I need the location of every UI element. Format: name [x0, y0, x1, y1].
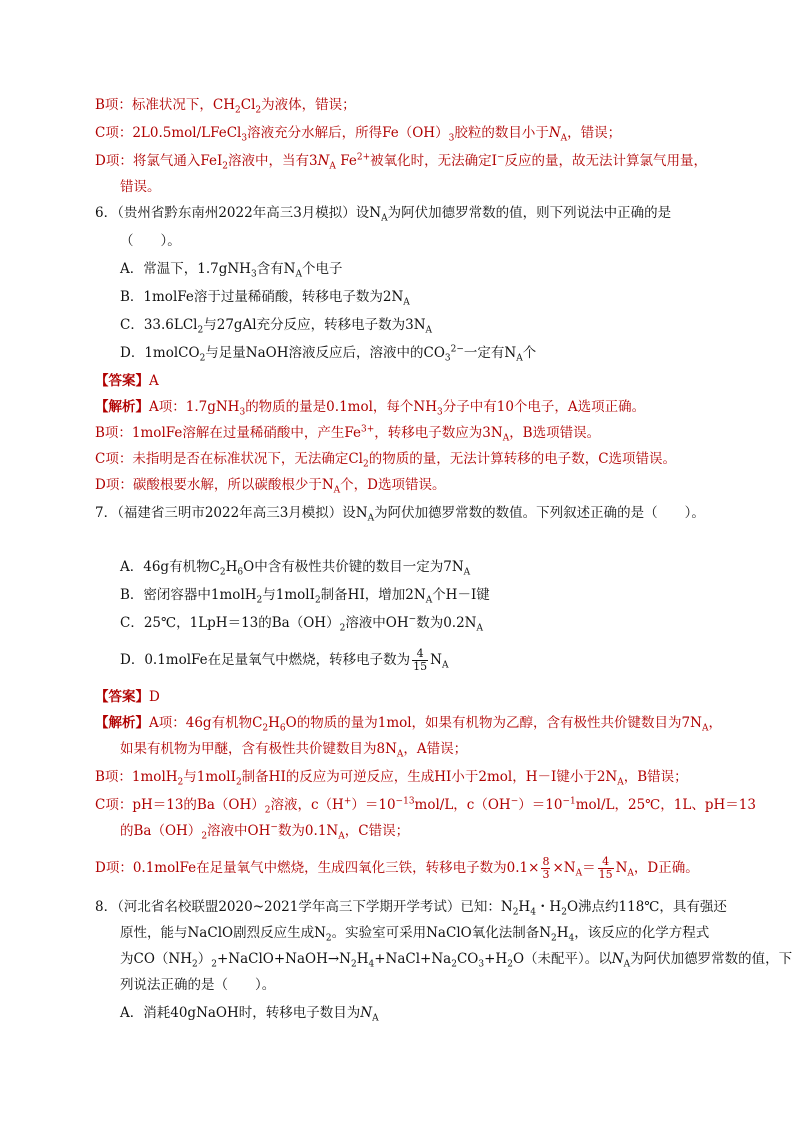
q7-option-b[interactable]: B．密闭容器中1molH$_2$与1molI$_2$制备HI，增加$2N_A$个H－I键: [120, 587, 490, 606]
q7-option-a[interactable]: A．46g有机物$C_2H_6O$中含有极性共价键的数目一定为$7N_A$: [120, 559, 471, 578]
q8-option-a[interactable]: A．消耗40gNaOH时，转移电子数目为$N_A$: [120, 1005, 379, 1024]
q6-stem-paren: （ ）。: [120, 233, 181, 249]
q7-stem: 7．（福建省三明市2022年高三3月模拟）设$N_A$为阿伏加德罗常数的数值。下列叙述正确的是（ ）。: [95, 505, 705, 524]
q7-analysis-b: B项：1molH$_2$与1molI$_2$制备HI的反应为可逆反应，生成HI小于2mol，H－I键小于$2N_A$，B错误；: [95, 769, 688, 788]
q7-analysis-d: D项：0.1molFe在足量氧气中燃烧，生成四氧化三铁，转移电子数为0.1× $\frac{8}{3}$ $\times N_A=$ $\frac{4}{15}$ $N_A$，D正确。: [95, 855, 699, 881]
q5-option-d-analysis: D项：将氯气通入FeI$_2$溶液中，当有$3N_A$ $Fe^{2+}$被氧化时，无法确定I−反应的量，故无法计算氯气用量，: [95, 152, 708, 172]
fraction: $\frac{4}{15}$: [413, 647, 428, 673]
q8-stem-line1: 8．（河北省名校联盟2020~2021学年高三下学期开学考试）已知：$N_2H_4$・$H_2O$沸点约118℃，具有强还: [95, 899, 727, 918]
q7-analysis-a-cont: 如果有机物为甲醚，含有极性共价键数目为$8N_A$，A错误；: [120, 741, 468, 760]
q7-analysis-a: 【解析】A项：46g有机物$C_2H_6O$的物质的量为1mol，如果有机物为乙醇，含有极性共价键数目为$7N_A$，: [95, 715, 722, 734]
q8-stem-line3: 为$CO(NH_2)_2+NaClO+NaOH\to N_2H_4+NaCl+Na_2CO_3+H_2O$（未配平）。以$N_A$为阿伏加德罗常数的值，下: [120, 951, 793, 970]
q5-option-b-analysis: B项：标准状况下，$CH_2Cl_2$为液体，错误；: [95, 97, 356, 116]
q6-analysis-b: B项：1molFe溶解在过量稀硝酸中，产生$Fe^{3+}$，转移电子数应为$3N_A$，B选项错误。: [95, 424, 601, 444]
q8-stem-line2: 原性，能与NaClO剧烈反应生成$N_2$。实验室可采用NaClO氧化法制备$N_2H_4$，该反应的化学方程式: [120, 925, 710, 944]
q6-analysis-d: D项：碳酸根要水解，所以碳酸根少于$N_A$个，D选项错误。: [95, 477, 446, 496]
q5-option-c-analysis: C项：2L0.5mol/LFeCl$_3$溶液充分水解后，所得$Fe(OH)_3$胶粒的数目小于$N_A$，错误；: [95, 125, 622, 144]
q8-stem-line4: 列说法正确的是（ ）。: [120, 977, 276, 993]
q6-analysis-a: 【解析】A项：1.7gNH$_3$的物质的量是0.1mol，每个$NH_3$分子中有10个电子，A选项正确。: [95, 399, 646, 418]
q7-analysis-c-cont: 的$Ba(OH)_2$溶液中OH−数为$0.1N_A$，C错误；: [120, 822, 410, 842]
q6-answer: 【答案】A: [95, 373, 159, 389]
fraction: $\frac{8}{3}$: [542, 855, 550, 881]
fraction: $\frac{4}{15}$: [598, 855, 613, 881]
q7-answer: 【答案】D: [95, 689, 160, 705]
q7-option-d[interactable]: D．0.1molFe在足量氧气中燃烧，转移电子数为 $\frac{4}{15}$ $N_A$: [120, 647, 449, 673]
q6-option-b[interactable]: B．1molFe溶于过量稀硝酸，转移电子数为$2N_A$: [120, 289, 410, 308]
q6-option-c[interactable]: C．33.6LCl$_2$与27gAl充分反应，转移电子数为$3N_A$: [120, 317, 433, 336]
q6-analysis-c: C项：未指明是否在标准状况下，无法确定$Cl_2$的物质的量，无法计算转移的电子数，C选项错误。: [95, 451, 677, 470]
q5-option-d-analysis-cont: 错误。: [120, 179, 161, 195]
q6-option-a[interactable]: A．常温下，1.7gNH$_3$含有$N_A$个电子: [120, 261, 343, 280]
q7-option-c[interactable]: C．25℃，1LpH＝13的$Ba(OH)_2$溶液中OH−数为$0.2N_A$: [120, 614, 483, 634]
q6-stem: 6．（贵州省黔东南州2022年高三3月模拟）设$N_A$为阿伏加德罗常数的值，则下列说法中正确的是: [95, 205, 672, 224]
q6-option-d[interactable]: D．1molCO$_2$与足量NaOH溶液反应后，溶液中的$CO_3^{2-}$一定有$N_A$个: [120, 344, 537, 364]
q7-analysis-c: C项：pH＝13的$Ba(OH)_2$溶液，$c(H^+)=10^{-13}mol/L$，$c(OH^-)=10^{-1}mol/L$，25℃，1L、pH＝13: [95, 796, 756, 816]
